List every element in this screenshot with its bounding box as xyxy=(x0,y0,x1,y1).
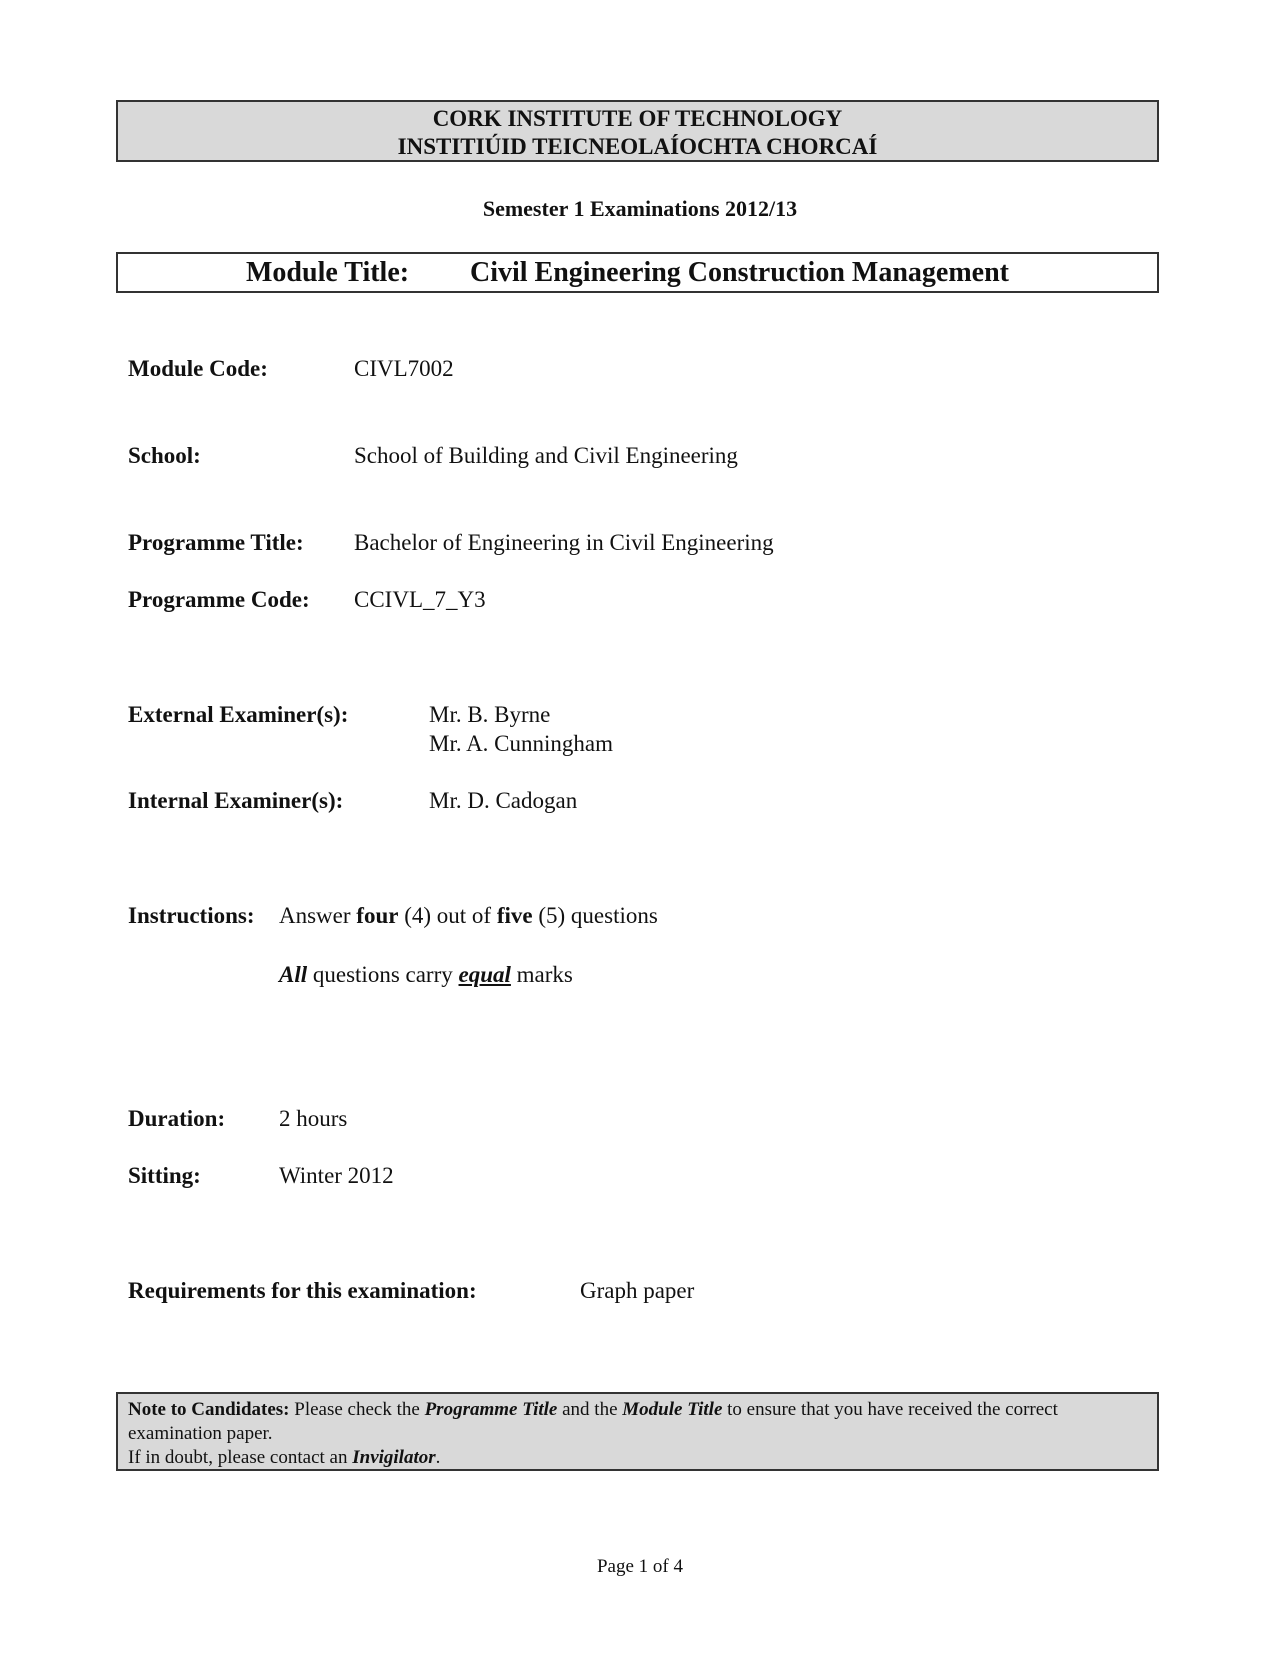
duration-label: Duration: xyxy=(128,1106,226,1131)
programme-code-label: Programme Code: xyxy=(128,587,310,612)
school-value: School of Building and Civil Engineering xyxy=(354,443,738,468)
note-label: Note to Candidates: xyxy=(128,1399,290,1420)
module-title-label: Module Title: xyxy=(246,257,410,288)
external-examiner-1: Mr. B. Byrne xyxy=(429,702,551,727)
institute-header xyxy=(116,100,1159,162)
institute-name-en: CORK INSTITUTE OF TECHNOLOGY xyxy=(432,106,843,131)
instructions-line-1: Answer four (4) out of five (5) questions xyxy=(279,903,658,928)
internal-examiners-label: Internal Examiner(s): xyxy=(128,788,344,813)
institute-name-ga: INSTITIÚID TEICNEOLAÍOCHTA CHORCAÍ xyxy=(397,134,878,159)
programme-code-value: CCIVL_7_Y3 xyxy=(354,587,486,612)
sitting-label: Sitting: xyxy=(128,1163,201,1188)
instructions-label: Instructions: xyxy=(128,903,255,928)
requirements-label: Requirements for this examination: xyxy=(128,1278,477,1303)
instructions-line-2: All questions carry equal marks xyxy=(279,962,573,987)
sitting-value: Winter 2012 xyxy=(279,1163,394,1188)
internal-examiner: Mr. D. Cadogan xyxy=(429,788,578,813)
module-code-label: Module Code: xyxy=(128,356,268,381)
module-title-box xyxy=(116,252,1159,293)
programme-title-value: Bachelor of Engineering in Civil Engineering xyxy=(354,530,774,555)
page-number: Page 1 of 4 xyxy=(596,1556,683,1577)
requirements-value: Graph paper xyxy=(580,1278,695,1303)
school-label: School: xyxy=(128,443,201,468)
duration-value: 2 hours xyxy=(279,1106,348,1131)
external-examiner-2: Mr. A. Cunningham xyxy=(429,731,614,756)
external-examiners-label: External Examiner(s): xyxy=(128,702,349,727)
programme-title-label: Programme Title: xyxy=(128,530,304,555)
module-title-value: Civil Engineering Construction Management xyxy=(470,257,1009,288)
module-code-value: CIVL7002 xyxy=(354,356,454,381)
semester-heading: Semester 1 Examinations 2012/13 xyxy=(482,196,798,221)
note-to-candidates: Note to Candidates: Please check the Programme Title and the Module Title to ensure that you have received the correct examination paper. If in doubt, please contact an Invigilator. xyxy=(116,1392,1159,1471)
